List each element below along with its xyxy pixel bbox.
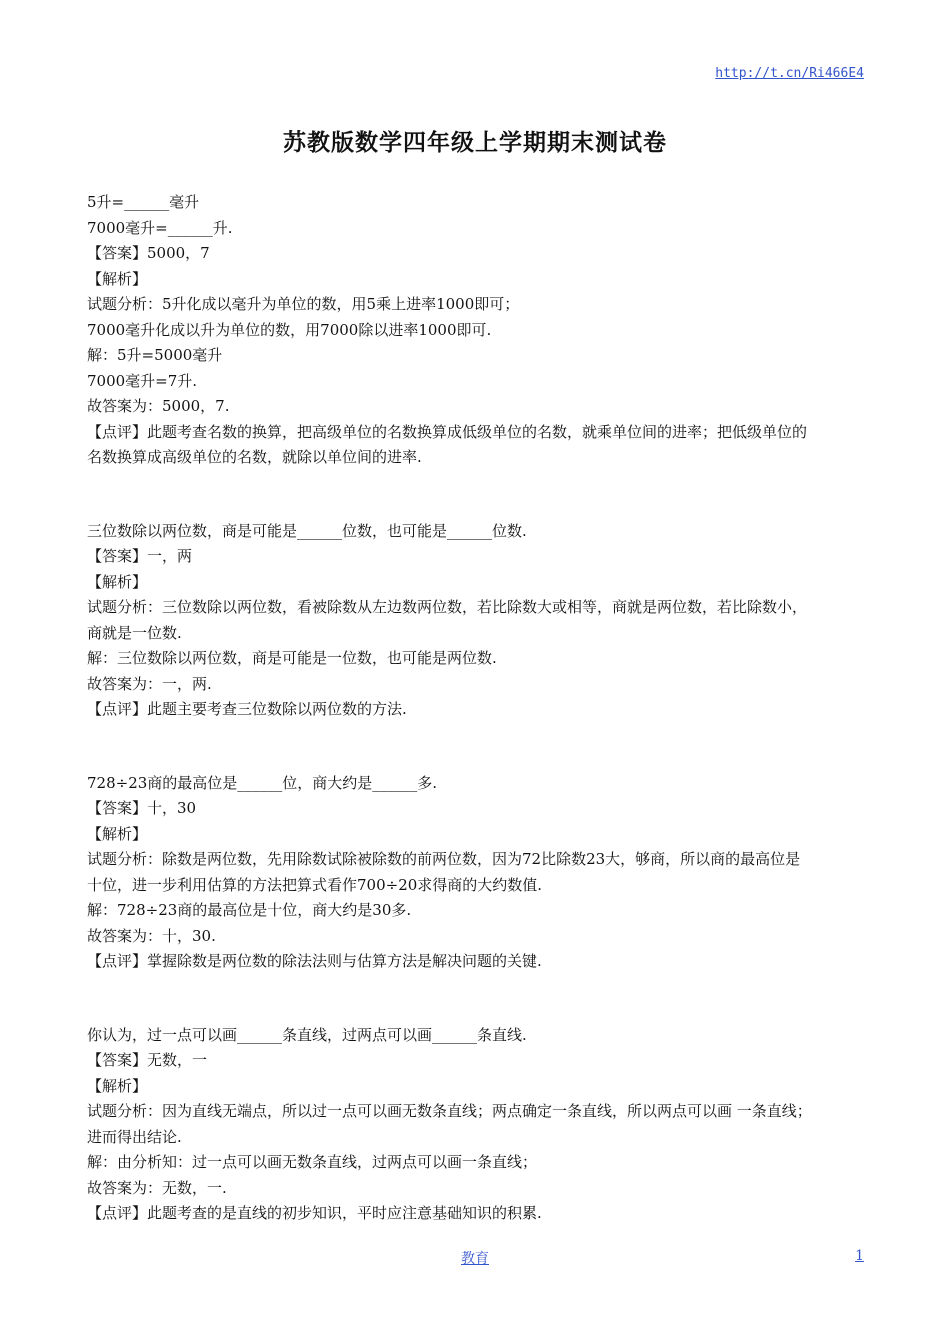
text-line: 【点评】掌握除数是两位数的除法法则与估算方法是解决问题的关键. — [87, 952, 542, 970]
footer-link[interactable]: 教育 — [461, 1251, 489, 1267]
text-line: 你认为，过一点可以画______条直线，过两点可以画______条直线. — [87, 1025, 527, 1044]
text-line: 试题分析：除数是两位数，先用除数试除被除数的前两位数，因为72比除数23大，够商，所以商的最高位是 — [87, 850, 801, 868]
text-line: 解：728÷23商的最高位是十位，商大约是30多. — [87, 901, 412, 919]
text-line: 728÷23商的最高位是______位，商大约是______多. — [87, 773, 438, 792]
text-line: 7000毫升=______升. — [87, 218, 233, 237]
text-line: 【答案】无数，一 — [87, 1051, 208, 1069]
text-line: 试题分析：因为直线无端点，所以过一点可以画无数条直线；两点确定一条直线，所以两点可以画 一条直线； — [87, 1102, 812, 1120]
header-url-link[interactable]: http://t.cn/Ri466E4 — [715, 66, 864, 81]
text-line: 【答案】一，两 — [87, 547, 193, 565]
page-title: 苏教版数学四年级上学期期末测试卷 — [283, 129, 667, 156]
text-line: 【解析】 — [87, 572, 148, 591]
question-block — [87, 1023, 867, 1227]
text-line: 7000毫升=7升. — [87, 371, 198, 390]
document-body — [87, 190, 867, 1227]
text-line: 解：由分析知：过一点可以画无数条直线，过两点可以画一条直线； — [87, 1153, 538, 1171]
text-line: 名数换算成高级单位的名数，就除以单位间的进率. — [87, 448, 422, 466]
text-line: 解：5升=5000毫升 — [87, 346, 223, 364]
text-line: 【解析】 — [87, 1076, 148, 1095]
text-line: 故答案为：十，30. — [87, 926, 216, 945]
question-block — [87, 771, 867, 975]
page-number[interactable]: 1 — [855, 1248, 864, 1264]
text-line: 【点评】此题主要考查三位数除以两位数的方法. — [87, 700, 407, 718]
text-line: 解：三位数除以两位数，商是可能是一位数，也可能是两位数. — [87, 649, 497, 667]
text-line: 商就是一位数. — [87, 623, 182, 642]
question-block — [87, 519, 867, 723]
text-line: 故答案为：5000，7. — [87, 397, 230, 415]
text-line: 【点评】此题考查名数的换算，把高级单位的名数换算成低级单位的名数，就乘单位间的进率；把低级单位的 — [87, 422, 808, 441]
text-line: 【解析】 — [87, 824, 148, 843]
text-line: 试题分析：5升化成以毫升为单位的数，用5乘上进率1000即可； — [87, 295, 520, 313]
text-line: 故答案为：一，两. — [87, 674, 212, 693]
text-line: 【答案】5000，7 — [87, 244, 210, 262]
text-line: 故答案为：无数，一. — [87, 1178, 227, 1197]
text-line: 5升=______毫升 — [87, 193, 200, 211]
text-line: 【解析】 — [87, 269, 148, 288]
question-block — [87, 190, 867, 471]
text-line: 三位数除以两位数，商是可能是______位数，也可能是______位数. — [87, 521, 527, 540]
text-line: 【点评】此题考查的是直线的初步知识，平时应注意基础知识的积累. — [87, 1204, 542, 1222]
text-line: 7000毫升化成以升为单位的数，用7000除以进率1000即可. — [87, 320, 492, 339]
text-line: 进而得出结论. — [87, 1127, 182, 1146]
text-line: 【答案】十，30 — [87, 799, 197, 817]
text-line: 十位，进一步利用估算的方法把算式看作700÷20求得商的大约数值. — [87, 875, 543, 894]
text-line: 试题分析：三位数除以两位数，看被除数从左边数两位数，若比除数大或相等，商就是两位数，若比除数小， — [87, 598, 808, 616]
